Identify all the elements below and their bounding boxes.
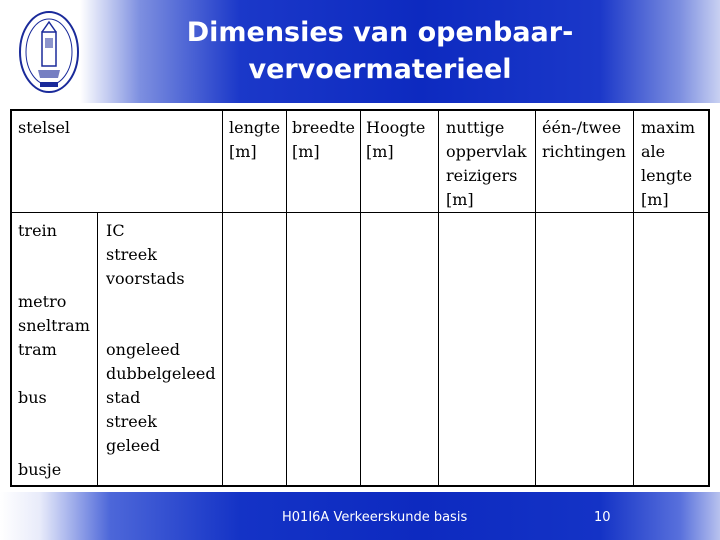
system-busje: busje xyxy=(18,460,62,479)
header-richtingen: één-/twee richtingen xyxy=(542,118,626,161)
header-lengte: lengte [m] xyxy=(229,118,281,161)
header-breedte: breedte [m] xyxy=(292,118,355,161)
system-bus: bus xyxy=(18,388,47,407)
table-left-border xyxy=(10,109,12,487)
header-maximale-lengte: maxim ale lengte [m] xyxy=(641,118,696,209)
column-divider xyxy=(97,212,98,485)
system-metro-tram: metro sneltram tram xyxy=(18,292,90,359)
variants-bus: ongeleed dubbelgeleed stad streek geleed xyxy=(106,340,216,455)
header-nuttige-oppervlak: nuttige oppervlak reizigers [m] xyxy=(446,118,527,209)
column-divider xyxy=(438,109,439,485)
column-divider xyxy=(360,109,361,485)
column-divider xyxy=(633,109,634,485)
column-divider xyxy=(535,109,536,485)
page-number: 10 xyxy=(594,510,611,525)
header-hoogte: Hoogte [m] xyxy=(366,118,426,161)
system-trein: trein xyxy=(18,221,57,240)
university-seal-logo xyxy=(18,10,80,94)
column-divider xyxy=(222,109,223,485)
slide-title: Dimensies van openbaar- vervoermaterieel xyxy=(186,17,574,85)
table-right-border xyxy=(708,109,710,487)
variants-trein: IC streek voorstads xyxy=(106,221,185,288)
header-stelsel: stelsel xyxy=(18,118,71,137)
footer-course-label: H01I6A Verkeerskunde basis xyxy=(282,510,468,525)
table-bottom-border xyxy=(10,485,710,487)
column-divider xyxy=(286,109,287,485)
